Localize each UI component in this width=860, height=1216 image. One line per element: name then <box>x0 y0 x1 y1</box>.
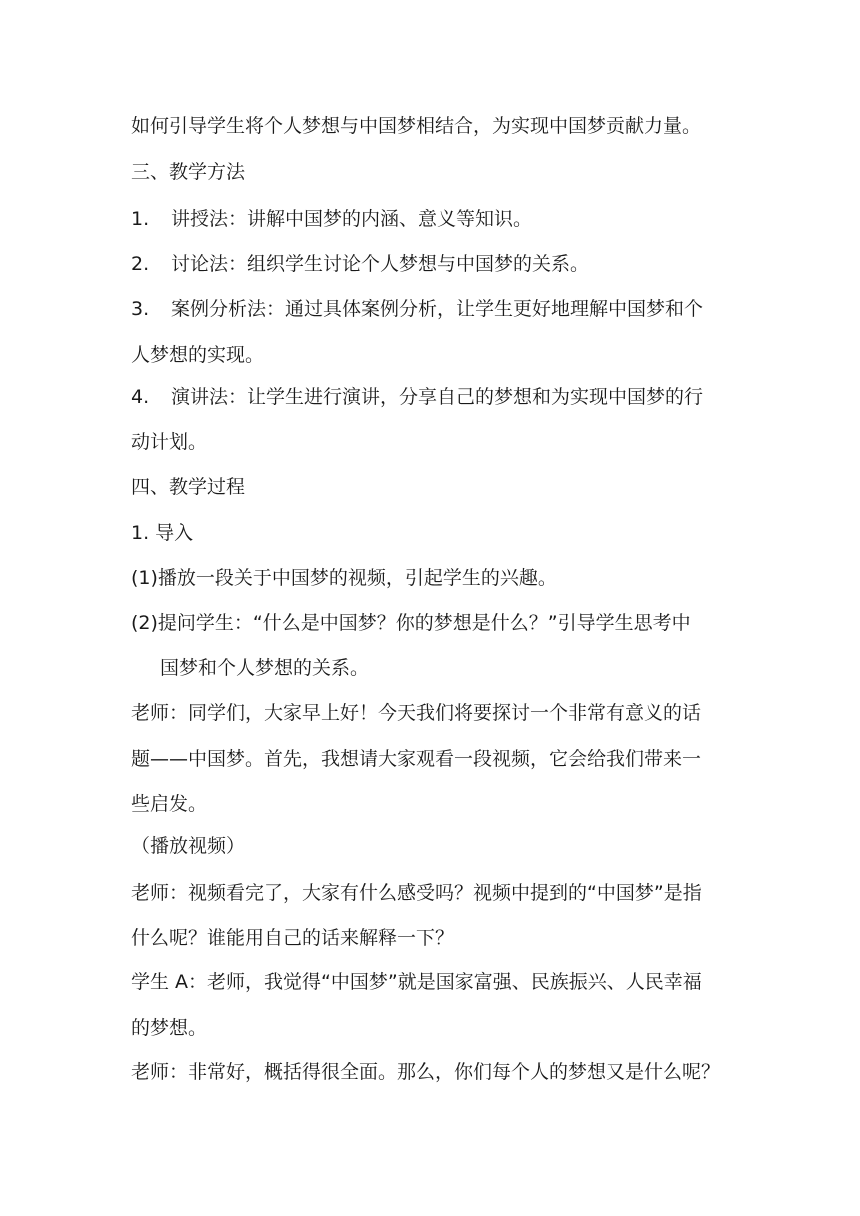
section-heading-methods: 三、教学方法 <box>131 161 246 183</box>
dialogue-teacher-3: 老师：非常好，概括得很全面。那么，你们每个人的梦想又是什么呢？ <box>131 1061 721 1083</box>
dialogue-teacher-2-line-2: 什么呢？谁能用自己的话来解释一下？ <box>131 927 455 949</box>
method-text: 演讲法：让学生进行演讲，分享自己的梦想和为实现中国梦的行 <box>171 386 704 408</box>
section-heading-process: 四、教学过程 <box>131 476 246 498</box>
method-item-2 <box>131 250 731 278</box>
method-item-1 <box>131 205 731 233</box>
dialogue-teacher-1: 老师：同学们，大家早上好！今天我们将要探讨一个非常有意义的话 <box>131 702 702 724</box>
method-number: 1. <box>131 208 150 230</box>
method-item-3 <box>131 295 731 323</box>
method-text: 讲授法：讲解中国梦的内涵、意义等知识。 <box>171 208 533 230</box>
method-number: 2. <box>131 253 150 275</box>
dialogue-teacher-2: 老师：视频看完了，大家有什么感受吗？视频中提到的“中国梦”是指 <box>131 882 702 904</box>
step-item-2: (2)提问学生：“什么是中国梦？你的梦想是什么？”引导学生思考中 <box>131 612 691 634</box>
method-item-3-continued: 人梦想的实现。 <box>131 344 265 366</box>
dialogue-teacher-1-line-3: 些启发。 <box>131 793 208 815</box>
step-heading-intro: 1. 导入 <box>131 522 194 544</box>
dialogue-student-a-line-2: 的梦想。 <box>131 1017 208 1039</box>
stage-direction: （播放视频） <box>131 835 246 857</box>
step-item-2-continued: 国梦和个人梦想的关系。 <box>160 657 370 679</box>
method-item-4 <box>131 383 731 411</box>
method-number: 3. <box>131 298 150 320</box>
dialogue-teacher-1-line-2: 题——中国梦。首先，我想请大家观看一段视频，它会给我们带来一 <box>131 748 702 770</box>
dialogue-student-a: 学生 A：老师，我觉得“中国梦”就是国家富强、民族振兴、人民幸福 <box>131 971 702 993</box>
method-item-4-continued: 动计划。 <box>131 431 208 453</box>
method-number: 4. <box>131 386 150 408</box>
paragraph-difficulty: 如何引导学生将个人梦想与中国梦相结合，为实现中国梦贡献力量。 <box>131 115 702 137</box>
step-item-1: (1)播放一段关于中国梦的视频，引起学生的兴趣。 <box>131 567 557 589</box>
method-text: 案例分析法：通过具体案例分析，让学生更好地理解中国梦和个 <box>171 298 704 320</box>
method-text: 讨论法：组织学生讨论个人梦想与中国梦的关系。 <box>171 253 590 275</box>
